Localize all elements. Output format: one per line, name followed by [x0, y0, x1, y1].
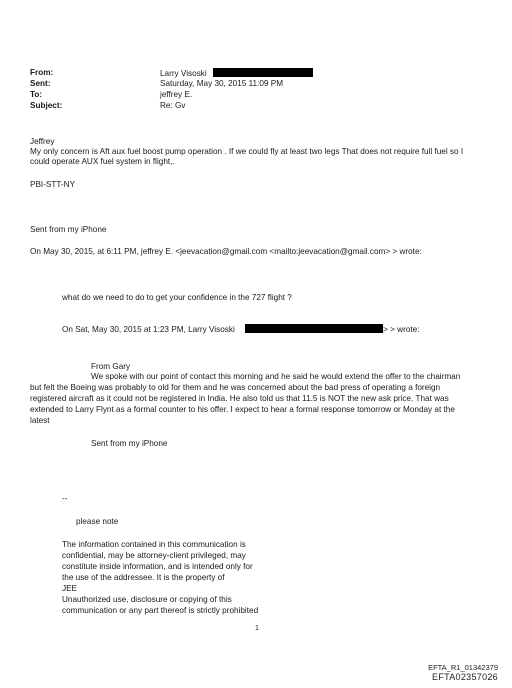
- signature-separator: --: [62, 494, 68, 503]
- disclaimer-line: confidential, may be attorney-client privileged, may: [62, 551, 246, 560]
- redaction-bar: [245, 324, 383, 333]
- quoted-line: extended to Larry Flynt as a formal counter to his offer. I expect to hear a formal response tomorrow or Monday at the: [30, 405, 455, 414]
- quoted-line: but felt the Boeing was probably to old for them and he was concerned about the bad press of operating a foreign: [30, 383, 441, 392]
- disclaimer-line: The information contained in this communication is: [62, 540, 246, 549]
- please-note: please note: [76, 517, 119, 526]
- greeting: Jeffrey: [30, 137, 55, 146]
- message-line: could operate AUX fuel system in flight,.: [30, 157, 175, 166]
- disclaimer-line: Unauthorized use, disclosure or copying of this: [62, 595, 232, 604]
- from-name: Larry Visoski: [160, 69, 207, 78]
- from-value: [160, 68, 313, 80]
- to-label: To:: [30, 90, 43, 99]
- quoted-line: registered aircraft as it could not be registered in India. He also told us that 11.5 is NOT the new ask price. That was: [30, 394, 449, 403]
- to-value: jeffrey E.: [160, 90, 193, 99]
- quoted-message: what do we need to do to get your confidence in the 727 flight ?: [62, 293, 292, 302]
- disclaimer-line: constitute inside information, and is intended only for: [62, 562, 253, 571]
- quote-intro: On May 30, 2015, at 6:11 PM, jeffrey E. <jeevacation@gmail.com <mailto:jeevacation@gmail.com> > wrote:: [30, 247, 422, 256]
- quoted-line: We spoke with our point of contact this morning and he said he would extend the offer to the chairman: [91, 372, 461, 381]
- message-line: My only concern is Aft aux fuel boost pump operation . If we could fly at least two legs That does not require full fuel so I: [30, 147, 464, 156]
- disclaimer-line: communication or any part thereof is strictly prohibited: [62, 606, 259, 615]
- route: PBI-STT-NY: [30, 180, 76, 189]
- bates-number-secondary: EFTA02357026: [432, 672, 498, 682]
- redaction-bar: [213, 68, 313, 77]
- bates-number-primary: EFTA_R1_01342379: [428, 663, 498, 672]
- sent-from-iphone: Sent from my iPhone: [91, 439, 168, 448]
- from-gary: From Gary: [91, 362, 131, 371]
- quote-intro-start: On Sat, May 30, 2015 at 1:23 PM, Larry Visoski: [62, 325, 235, 334]
- quote-intro: [62, 324, 419, 336]
- disclaimer-line: the use of the addressee. It is the property of: [62, 573, 225, 582]
- subject-label: Subject:: [30, 101, 63, 110]
- sent-from-iphone: Sent from my iPhone: [30, 225, 107, 234]
- disclaimer-line: JEE: [62, 584, 78, 593]
- quote-intro-end: > > wrote:: [383, 325, 420, 334]
- quoted-line: latest: [30, 416, 50, 425]
- subject-value: Re: Gv: [160, 101, 186, 110]
- page-number: 1: [255, 625, 259, 632]
- sent-value: Saturday, May 30, 2015 11:09 PM: [160, 79, 284, 88]
- from-label: From:: [30, 68, 54, 77]
- sent-label: Sent:: [30, 79, 51, 88]
